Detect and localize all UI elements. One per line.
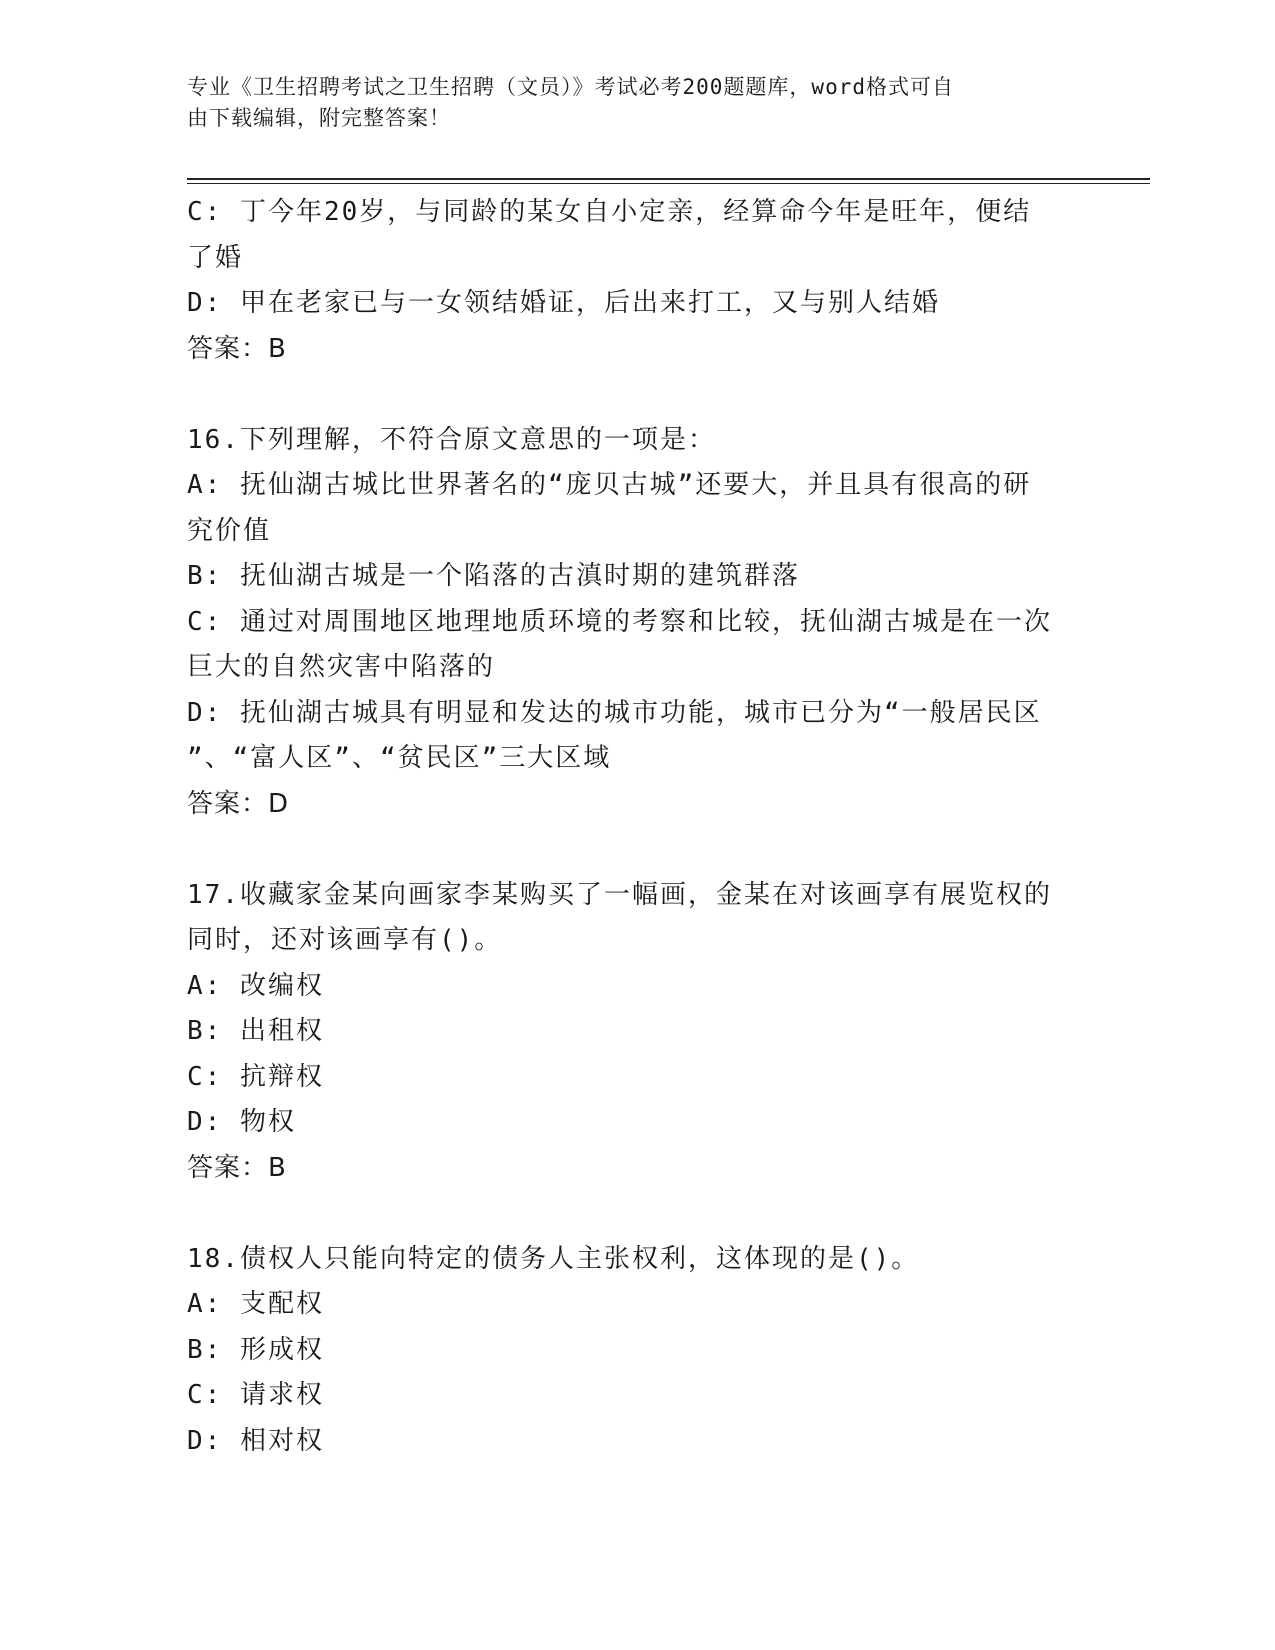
q16-option-c-line-2: 巨大的自然灾害中陷落的 [187,652,496,682]
q16-option-a-line-2: 究价值 [187,515,272,546]
header-rule-thin [187,183,1150,184]
q17-answer: 答案：B [187,1152,287,1183]
spacer [187,827,1087,873]
q15-option-d: D: 甲在老家已与一女领结婚证，后出来打工，又与别人结婚 [187,288,940,318]
q16-option-d-line-1: D: 抚仙湖古城具有明显和发达的城市功能，城市已分为“一般居民区 [187,697,1042,728]
q16-option-b: B: 抚仙湖古城是一个陷落的古滇时期的建筑群落 [187,561,800,591]
header-line-1: 专业《卫生招聘考试之卫生招聘（文员）》考试必考200题题库，word格式可自 [187,75,954,99]
question-15 [187,190,1087,372]
q16-answer: 答案：D [187,788,290,819]
question-content [187,190,1087,1464]
q17-option-d: D: 物权 [187,1107,296,1137]
q16-option-a-line-1: A: 抚仙湖古城比世界著名的“庞贝古城”还要大，并且具有很高的研 [187,470,1032,500]
q17-option-c: C: 抗辩权 [187,1061,324,1092]
q18-option-d: D: 相对权 [187,1425,324,1456]
q15-option-c-line-2: 了婚 [187,242,244,273]
document-header [187,72,1067,134]
spacer [187,1191,1087,1237]
q17-stem-line-2: 同时，还对该画享有()。 [187,925,503,955]
q17-stem-line-1: 17.收藏家金某向画家李某购买了一幅画，金某在对该画享有展览权的 [187,879,1052,910]
q16-stem: 16.下列理解，不符合原文意思的一项是： [187,424,716,455]
q16-option-c-line-1: C: 通过对周围地区地理地质环境的考察和比较，抚仙湖古城是在一次 [187,606,1052,637]
header-rule-thick [187,178,1150,180]
q18-option-b: B: 形成权 [187,1334,324,1365]
question-17 [187,873,1087,1192]
q15-answer: 答案：B [187,333,287,364]
question-18 [187,1237,1087,1465]
header-line-2: 由下载编辑，附完整答案！ [187,106,451,130]
q16-option-d-line-2: ”、“富人区”、“贫民区”三大区域 [187,743,612,773]
q17-option-b: B: 出租权 [187,1016,324,1046]
q18-option-c: C: 请求权 [187,1380,324,1410]
q18-option-a: A: 支配权 [187,1289,324,1319]
q17-option-a: A: 改编权 [187,970,324,1001]
q18-stem: 18.债权人只能向特定的债务人主张权利，这体现的是()。 [187,1243,920,1274]
question-16 [187,418,1087,828]
q15-option-c-line-1: C: 丁今年20岁，与同龄的某女自小定亲，经算命今年是旺年，便结 [187,197,1032,227]
spacer [187,372,1087,418]
